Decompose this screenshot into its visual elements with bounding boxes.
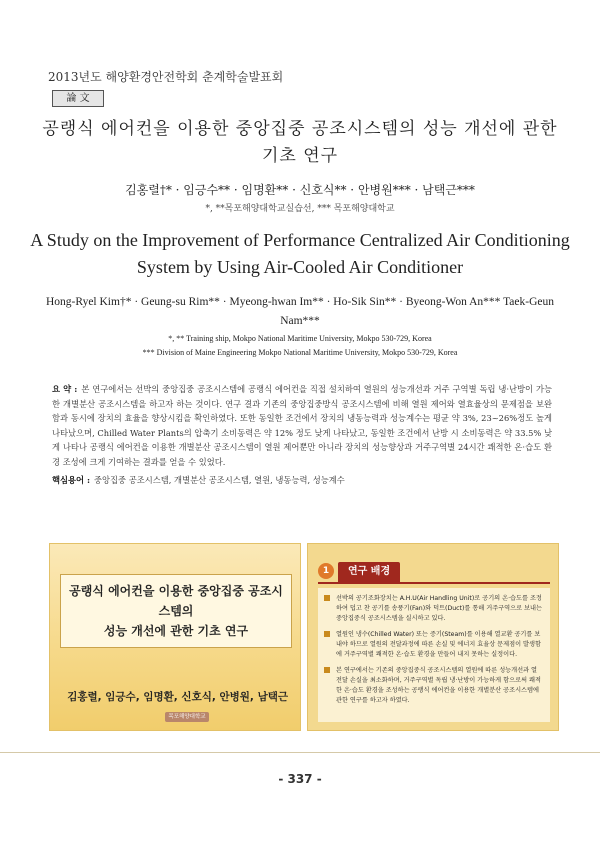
abstract-text: 본 연구에서는 선박의 중앙집중 공조시스템에 공랭식 에어컨을 직접 설치하여 열원의 성능개선과 거주 구역별 독립 냉·난방이 가능한 개별분산 공조시스템을 하고자 하는 것이다. 연구 결과 기존의 중앙집중방식 공조시스템에 비해 열원 제어와 열효율상의 문제점을 보완함과 동시에 장치의 효율을 향상시킴을 확인하였다. 또한 동일한 조건에서 장치의 냉동능력과 성능계수는 평균 약 3%, 23~26%정도 높게 나타났으며, Chilled Water Plants의 압축기 소비동력은 약 12% 정도 낮게 나타났고, 동일한 조건에서 난방 시 소비동력은 약 33.5% 낮게 나타나 공랭식 에어컨을 이용한 개별분산 공조시스템이 열원 제어뿐만 아니라 장치의 성능향상과 거주구역별 24시간 쾌적한 온·습도 환경 조성에 크게 기여하는 결과를 얻을 수 있었다. bbox=[52, 384, 552, 467]
slide-title-line-1: 공랭식 에어컨을 이용한 중앙집중 공조시스템의 bbox=[69, 584, 283, 618]
footer-divider bbox=[0, 752, 600, 753]
slide-title-box bbox=[60, 574, 292, 648]
slide-body bbox=[318, 588, 550, 722]
section-heading: 연구 배경 bbox=[338, 562, 400, 582]
abstract bbox=[52, 382, 552, 470]
list-item bbox=[324, 666, 544, 706]
conference-name: 2013년도 해양환경안전학회 춘계학술발표회 bbox=[48, 70, 284, 84]
list-item bbox=[324, 594, 544, 624]
list-item bbox=[324, 630, 544, 660]
title-slide bbox=[49, 543, 301, 731]
slide-heading-bar bbox=[318, 562, 550, 584]
affiliation-english-line-1: *, ** Training ship, Mokpo National Maritime University, Mokpo 530-729, Korea bbox=[168, 334, 432, 343]
square-bullet-icon bbox=[324, 631, 330, 637]
section-number-badge: 1 bbox=[318, 563, 334, 579]
page-number: - 337 - bbox=[278, 772, 322, 786]
university-badge: 목포해양대학교 bbox=[165, 712, 209, 722]
authors-english: Hong-Ryel Kim†* · Geung-su Rim** · Myeong-hwan Im** · Ho-Sik Sin** · Byeong-Won An*** Taek-Geun Nam*** bbox=[45, 296, 554, 327]
square-bullet-icon bbox=[324, 667, 330, 673]
keywords-label: 핵심용어 : bbox=[52, 475, 91, 485]
affiliation-english bbox=[40, 332, 560, 360]
title-korean: 공랭식 에어컨을 이용한 중앙집중 공조시스템의 성능 개선에 관한 기초 연구 bbox=[42, 119, 558, 166]
background-slide bbox=[307, 543, 559, 731]
affiliation-english-line-2: *** Division of Maine Engineering Mokpo National Maritime University, Mokpo 530-729, Korea bbox=[142, 348, 458, 357]
square-bullet-icon bbox=[324, 595, 330, 601]
keywords bbox=[52, 474, 552, 486]
slide-title-line-2: 성능 개선에 관한 기초 연구 bbox=[103, 624, 249, 638]
keywords-text: 중앙집중 공조시스템, 개별분산 공조시스템, 열원, 냉동능력, 성능계수 bbox=[94, 475, 345, 485]
slide-authors: 김홍렬, 임긍수, 임명환, 신호식, 안병원, 남택근 bbox=[67, 691, 288, 703]
bullet-text: 열원인 냉수(Chilled Water) 또는 증기(Steam)를 이용해 열교환 공기를 보내야 하므로 열원의 전달과정에 따른 손실 및 에너지 효율상 문제점이 발생함에 거주구역별 쾌적한 온·습도 환경을 만들어 내지 못하는 실정이다. bbox=[336, 631, 541, 658]
abstract-label: 요 약 : bbox=[52, 384, 78, 394]
bullet-text: 선박의 공기조화장치는 A.H.U(Air Handling Unit)로 공기의 온·습도를 조정하여 덥고 찬 공기를 송풍기(Fan)와 덕트(Duct)를 통해 거주구역으로 보내는 중앙집중식 공조시스템을 실시하고 있다. bbox=[336, 595, 543, 622]
title-english: A Study on the Improvement of Performance Centralized Air Conditioning System by Using Air-Cooled Air Conditioner bbox=[30, 230, 570, 277]
authors-korean: 김홍렬†* · 임긍수** · 임명환** · 신호식** · 안병원*** · 남택근*** bbox=[125, 183, 475, 197]
paper-type-badge: 論 文 bbox=[52, 90, 104, 107]
affiliation-korean: *, **목포해양대학교실습선, *** 목포해양대학교 bbox=[205, 204, 395, 214]
bullet-text: 본 연구에서는 기존의 중앙집중식 공조시스템의 열원에 따른 성능개선과 열 전달 손실을 최소화하며, 거주구역별 독립 냉·난방이 가능하게 함으로써 쾌적한 온·습도 환경을 조성하는 공랭식 에어컨을 이용한 개별분산 공조시스템에 관한 연구를 하고자 하였다. bbox=[336, 667, 541, 704]
